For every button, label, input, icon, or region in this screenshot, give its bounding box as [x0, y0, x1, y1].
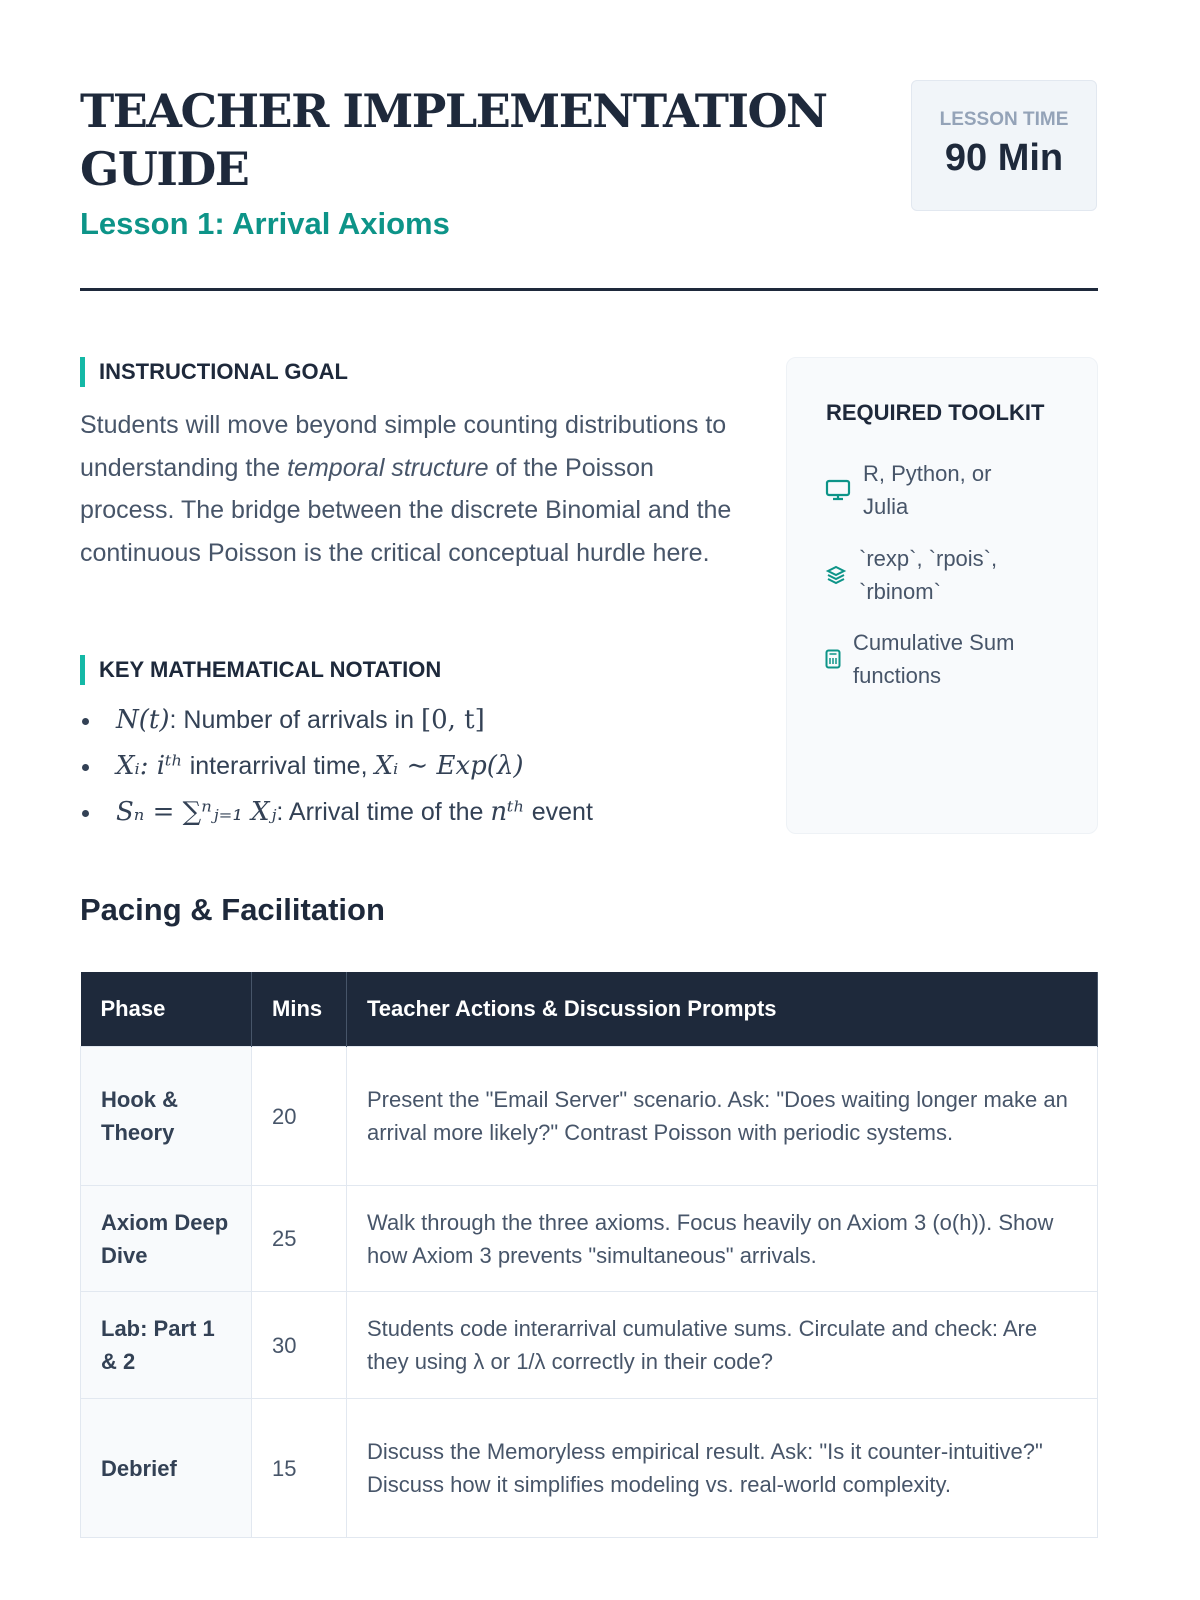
math: Xᵢ ∼ Exp(λ)	[374, 751, 524, 781]
mins-cell: 30	[252, 1292, 347, 1399]
phase-cell: Debrief	[81, 1399, 252, 1538]
table-row	[81, 1047, 1098, 1186]
table-row	[81, 1292, 1098, 1399]
lesson-time-label: LESSON TIME	[939, 109, 1069, 130]
notation-text: : Number of arrivals in	[169, 706, 421, 734]
goal-text-part: Students will move beyond simple counting distributions to understanding the	[80, 411, 727, 482]
monitor-icon	[825, 478, 851, 502]
header-divider	[80, 288, 1098, 291]
mins-cell: 25	[252, 1186, 347, 1292]
page-title: TEACHER IMPLEMENTATION GUIDE	[80, 84, 827, 196]
notation-item	[80, 698, 593, 744]
lesson-time-value: 90 Min	[944, 137, 1064, 179]
actions-cell: Students code interarrival cumulative sums. Circulate and check: Are they using λ or 1/λ correctly in their code?	[347, 1292, 1098, 1399]
table-row	[81, 1399, 1098, 1538]
goal-text	[80, 404, 750, 574]
notation-item	[80, 744, 593, 790]
toolkit-item-text: Julia	[863, 494, 909, 519]
required-toolkit-card	[786, 357, 1098, 834]
math: Xᵢ: iᵗʰ	[116, 751, 183, 781]
notation-heading: KEY MATHEMATICAL NOTATION	[80, 655, 441, 685]
math: N(t)	[116, 705, 170, 735]
math: [0, t]	[420, 705, 485, 735]
toolkit-item-text: Cumulative Sum	[853, 630, 1015, 655]
pacing-table	[80, 972, 1098, 1538]
toolkit-item-text: R, Python, or	[863, 461, 992, 486]
math: nᵗʰ	[490, 797, 525, 827]
table-header-row	[81, 972, 1098, 1047]
mins-cell: 15	[252, 1399, 347, 1538]
notation-text: interarrival time,	[182, 752, 375, 780]
actions-cell: Discuss the Memoryless empirical result. Ask: "Is it counter-intuitive?" Discuss how it simplifies modeling vs. real-world complexity.	[347, 1399, 1098, 1538]
lesson-subtitle: Lesson 1: Arrival Axioms	[80, 206, 450, 241]
toolkit-item-text: `rbinom`	[859, 579, 941, 604]
toolkit-item-text: `rexp`, `rpois`,	[859, 546, 998, 571]
toolkit-item	[825, 457, 991, 523]
phase-cell: Hook & Theory	[81, 1047, 252, 1186]
notation-text: : Arrival time of the	[276, 798, 491, 826]
layers-icon	[825, 564, 847, 586]
notation-text: event	[524, 798, 593, 826]
goal-heading: INSTRUCTIONAL GOAL	[80, 357, 348, 387]
column-header: Teacher Actions & Discussion Prompts	[347, 972, 1098, 1047]
calculator-icon	[825, 649, 841, 669]
toolkit-item-text: functions	[853, 663, 942, 688]
table-row	[81, 1186, 1098, 1292]
phase-cell: Axiom Deep Dive	[81, 1186, 252, 1292]
goal-text-part: of the Poisson process. The bridge between the discrete Binomial and the continuous Poisson is the critical conceptual hurdle here.	[80, 453, 732, 567]
math: Sₙ = ∑ⁿⱼ₌₁ Xⱼ	[116, 797, 277, 827]
lesson-time-card	[911, 80, 1097, 211]
phase-cell: Lab: Part 1 & 2	[81, 1292, 252, 1399]
actions-cell: Walk through the three axioms. Focus heavily on Axiom 3 (o(h)). Show how Axiom 3 prevents "simultaneous" arrivals.	[347, 1186, 1098, 1292]
notation-list	[80, 698, 593, 836]
actions-cell: Present the "Email Server" scenario. Ask: "Does waiting longer make an arrival more likely?" Contrast Poisson with periodic systems.	[347, 1047, 1098, 1186]
toolkit-item	[825, 542, 997, 608]
column-header: Mins	[252, 972, 347, 1047]
pacing-heading: Pacing & Facilitation	[80, 892, 385, 927]
toolkit-item	[825, 626, 1014, 692]
column-header: Phase	[81, 972, 252, 1047]
goal-text-emphasis: temporal structure	[287, 453, 489, 482]
notation-item	[80, 790, 593, 836]
toolkit-heading: REQUIRED TOOLKIT	[826, 400, 1045, 425]
mins-cell: 20	[252, 1047, 347, 1186]
